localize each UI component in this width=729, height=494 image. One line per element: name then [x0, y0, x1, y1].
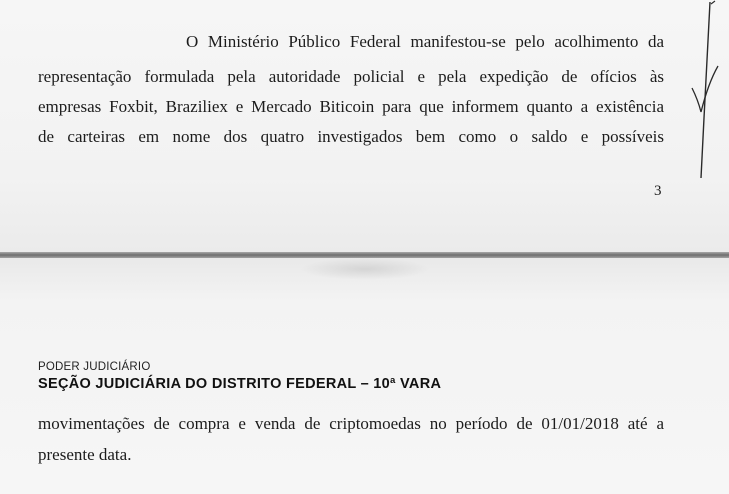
page-number: 3 [654, 183, 662, 199]
header-institution: PODER JUDICIÁRIO [38, 361, 151, 373]
paragraph-line-6: presente data. [38, 445, 132, 464]
paragraph-line-1: O Ministério Público Federal manifestou-se pelo acolhimento da [186, 32, 664, 51]
paragraph-line-2: representação formulada pela autoridade policial e pela expedição de ofícios às [38, 67, 664, 86]
document-page-bottom [0, 258, 729, 494]
paragraph-line-5: movimentações de compra e venda de criptomoedas no período de 01/01/2018 até a [38, 414, 664, 433]
header-court-section: SEÇÃO JUDICIÁRIA DO DISTRITO FEDERAL – 10ª VARA [38, 376, 442, 392]
handwritten-margin-mark [688, 0, 722, 180]
paragraph-line-3: empresas Foxbit, Braziliex e Mercado Biticoin para que informem quanto a existência [38, 97, 664, 116]
scan-smudge [300, 258, 430, 280]
paragraph-line-4: de carteiras em nome dos quatro investigados bem como o saldo e possíveis [38, 127, 664, 146]
